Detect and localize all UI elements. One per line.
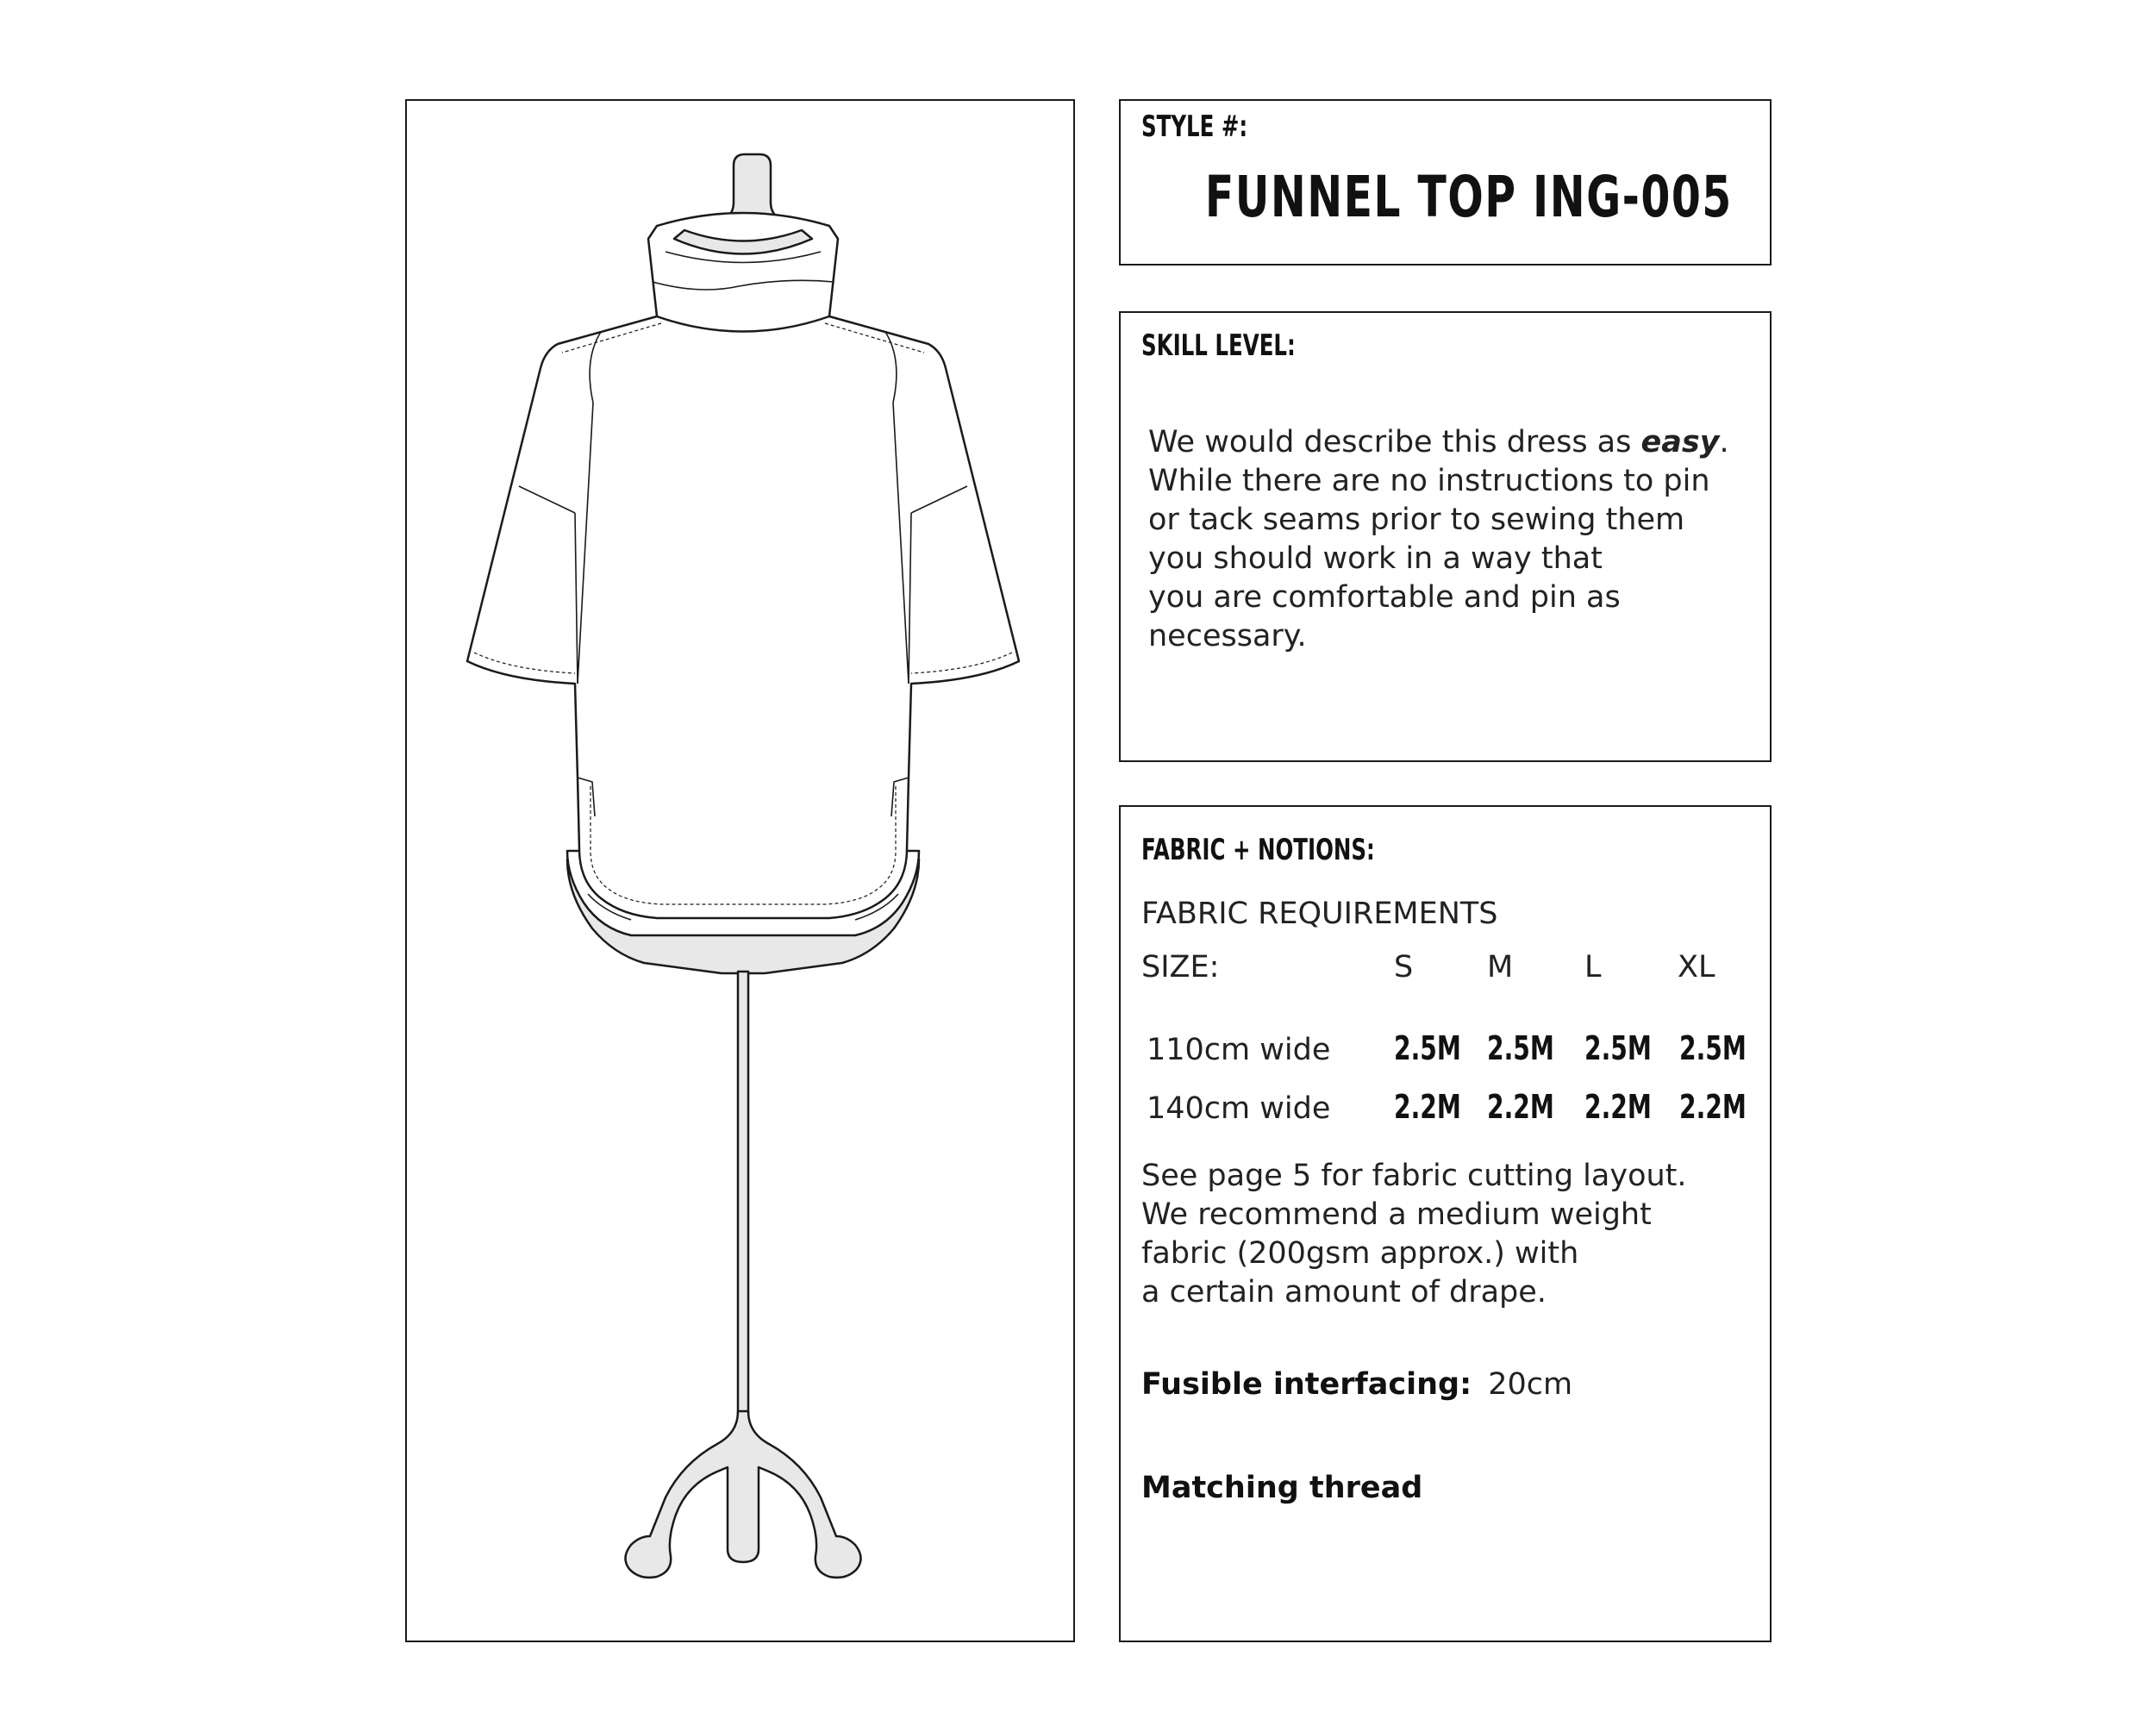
interfacing-value: 20cm [1488,1367,1573,1402]
fabric-notes [1141,1157,1687,1312]
skill-line-6: necessary. [1148,619,1307,653]
fabric-note-line: We recommend a medium weight [1141,1197,1652,1232]
style-panel [1119,99,1772,266]
garment-funnel-collar [648,213,838,332]
size-header: M [1487,950,1514,984]
size-header: XL [1678,950,1715,984]
style-title: FUNNEL TOP ING-005 [1204,164,1733,230]
funnel-top-garment [467,213,1019,935]
illustration-panel [405,99,1075,1642]
fabric-notions-heading: FABRIC + NOTIONS: [1141,833,1375,867]
dress-form-tripod-base [625,1411,860,1578]
skill-emphasis: easy [1640,425,1720,459]
fabric-note-line: fabric (200gsm approx.) with [1141,1236,1579,1271]
size-header: L [1584,950,1602,984]
size-header: S [1394,950,1414,984]
fabric-notions-panel [1119,805,1772,1642]
skill-line-5: you are comfortable and pin as [1148,580,1621,615]
dress-form-stand-pole [738,972,748,1420]
garment-on-dress-form-illustration [407,101,1077,1644]
skill-line-1: We would describe this dress as easy. [1148,425,1729,459]
size-label: SIZE: [1141,950,1220,984]
fabric-value: 2.5M [1394,1029,1461,1067]
row-label: 110cm wide [1147,1033,1331,1067]
interfacing-row [1141,1367,1572,1402]
fabric-value: 2.2M [1487,1088,1554,1126]
row-label: 140cm wide [1147,1091,1331,1126]
fabric-value: 2.2M [1584,1088,1652,1126]
fabric-value: 2.2M [1679,1088,1747,1126]
fabric-value: 2.5M [1487,1029,1554,1067]
fabric-requirements-subheading: FABRIC REQUIREMENTS [1141,897,1498,931]
fabric-value: 2.5M [1679,1029,1747,1067]
skill-level-description [1148,423,1729,656]
skill-level-heading: SKILL LEVEL: [1141,328,1296,363]
thread-note: Matching thread [1141,1471,1423,1505]
skill-level-panel [1119,311,1772,762]
garment-body [467,316,1019,918]
skill-line-2: While there are no instructions to pin [1148,464,1710,498]
interfacing-label: Fusible interfacing: [1141,1367,1472,1402]
fabric-note-line: a certain amount of drape. [1141,1275,1547,1309]
skill-line-4: you should work in a way that [1148,541,1603,576]
style-heading: STYLE #: [1141,109,1248,144]
fabric-value: 2.2M [1394,1088,1461,1126]
fabric-value: 2.5M [1584,1029,1652,1067]
fabric-note-line: See page 5 for fabric cutting layout. [1141,1159,1687,1193]
skill-line-3: or tack seams prior to sewing them [1148,503,1685,537]
